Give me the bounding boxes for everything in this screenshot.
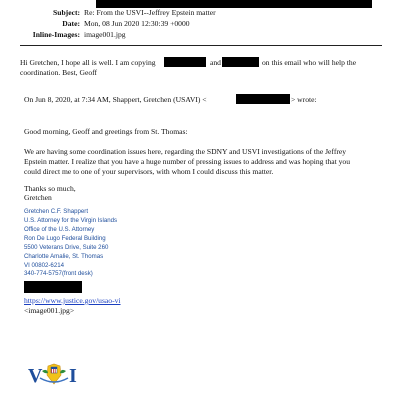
inline-images-value: image001.jpg — [84, 30, 126, 39]
redaction-signature — [24, 281, 82, 293]
image-reference: <image001.jpg> — [24, 306, 75, 315]
date-label: Date: — [62, 19, 80, 28]
redaction-name-2 — [222, 57, 259, 67]
closing-thanks: Thanks so much, — [24, 184, 76, 193]
quote-header-b: > wrote: — [291, 95, 317, 104]
signature-zip: VI 00802-6214 — [24, 262, 64, 269]
signature-office: Office of the U.S. Attorney — [24, 226, 95, 233]
usvi-logo — [26, 362, 82, 388]
reply-line1-b: and — [210, 58, 221, 67]
subject-label: Subject: — [53, 8, 80, 17]
redaction-top — [96, 0, 372, 8]
closing-name: Gretchen — [24, 193, 52, 202]
redaction-email — [236, 94, 290, 104]
signature-street: 5500 Veterans Drive, Suite 260 — [24, 244, 109, 251]
signature-phone: 340-774-5757(front desk) — [24, 270, 93, 277]
usvi-seal-icon — [26, 362, 82, 388]
subject-value: Re: From the USVI--Jeffrey Epstein matter — [84, 8, 216, 17]
para-line-3: could direct me to one of your supervisors, with whom I could discuss this matter. — [24, 167, 274, 176]
reply-line2: coordination. Best, Geoff — [20, 68, 98, 77]
signature-city: Charlotte Amalie, St. Thomas — [24, 253, 104, 260]
inline-images-label: Inline-Images: — [32, 30, 80, 39]
logo-letter-v: V — [28, 365, 43, 387]
header-divider — [20, 45, 382, 46]
redaction-name-1 — [164, 57, 206, 67]
reply-line1-a: Hi Gretchen, I hope all is well. I am copying — [20, 58, 156, 67]
logo-letter-i: I — [69, 365, 77, 387]
usao-vi-link[interactable]: https://www.justice.gov/usao-vi — [24, 296, 121, 305]
signature-title: U.S. Attorney for the Virgin Islands — [24, 217, 118, 224]
para-line-1: We are having some coordination issues here, regarding the SDNY and USVI investigations of the Jeffrey — [24, 147, 347, 156]
signature-building: Ron De Lugo Federal Building — [24, 235, 106, 242]
signature-name: Gretchen C.F. Shappert — [24, 208, 89, 215]
reply-line1-c: on this email who will help the — [262, 58, 357, 67]
greeting: Good morning, Geoff and greetings from St. Thomas: — [24, 127, 188, 136]
quote-header-a: On Jun 8, 2020, at 7:34 AM, Shappert, Gretchen (USAVI) < — [24, 95, 207, 104]
para-line-2: Epstein matter. I realize that you have a huge number of pressing issues to address and was hoping that you — [24, 157, 351, 166]
date-value: Mon, 08 Jun 2020 12:30:39 +0000 — [84, 19, 190, 28]
